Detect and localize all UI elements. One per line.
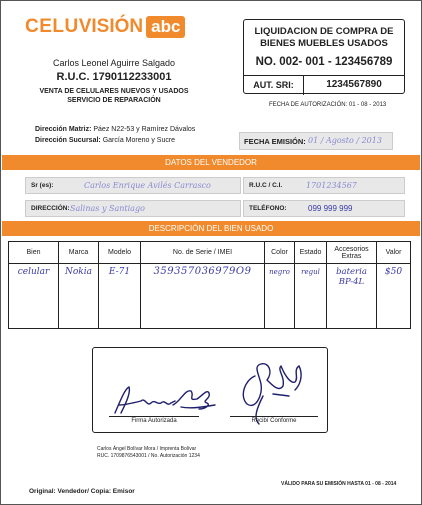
seller-ruc-label: R.U.C / C.I. [249, 182, 283, 189]
printer-info [97, 446, 200, 460]
table-column [377, 242, 410, 328]
address-matriz [35, 126, 195, 133]
column-header: Estado [295, 242, 326, 264]
document-title-line-1: LIQUIDACION DE COMPRA DE [254, 26, 394, 37]
sucursal-value: García Moreno y Sucre [102, 137, 176, 144]
table-column [295, 242, 327, 328]
logo-vision: VISIÓN [78, 16, 144, 37]
document-number-box [243, 19, 405, 94]
seller-ruc-field[interactable] [243, 177, 405, 194]
table-cell[interactable]: bateria BP-4L [336, 267, 367, 287]
printer-line-2: RUC. 1709876543001 / No. Autorización 1234 [97, 453, 200, 459]
matriz-label: Dirección Matriz: [35, 126, 92, 133]
table-cell[interactable]: negro [269, 268, 290, 276]
copies-note: Original: Vendedor/ Copia: Emisor [29, 488, 135, 495]
sucursal-label: Dirección Sucursal: [35, 137, 101, 144]
seller-name-label: Sr (es): [31, 182, 54, 189]
column-header: Color [265, 242, 294, 264]
received-signature-line [230, 416, 318, 417]
seller-name-value: Carlos Enrique Avilés Carrasco [84, 181, 211, 190]
document-title [244, 26, 404, 50]
table-column [99, 242, 141, 328]
aut-sri-value: 1234567890 [326, 79, 382, 90]
issuer-name: Carlos Leonel Aguirre Salgado [52, 58, 176, 68]
issuer-ruc: R.U.C. 1790112233001 [56, 71, 172, 83]
document-title-line-2: BIENES MUEBLES USADOS [260, 38, 388, 49]
company-logo [25, 15, 185, 39]
goods-section-header: DESCRIPCIÓN DEL BIEN USADO [2, 221, 420, 236]
logo-abc: abc [146, 16, 185, 38]
seller-ruc-value: 1701234567 [306, 181, 357, 190]
column-header: Bien [9, 242, 58, 264]
received-signature-label: Recibí Conforme [251, 418, 297, 424]
printer-line-1: Carlos Ángel Bolívar Mora / Imprenta Bolívar [97, 446, 197, 452]
table-column [141, 242, 265, 328]
table-cell[interactable]: Nokia [65, 267, 92, 277]
seller-name-field[interactable] [25, 177, 241, 194]
validity-note: VÁLIDO PARA SU EMISIÓN HASTA 01 - 08 - 2014 [281, 481, 397, 487]
emission-date-label: FECHA EMISIÓN: [244, 137, 306, 146]
seller-phone-value: 099 999 999 [308, 204, 353, 213]
emission-date-field[interactable] [239, 132, 393, 150]
column-header: Modelo [99, 242, 140, 264]
document-number: NO. 002- 001 - 123456789 [255, 56, 393, 68]
seller-section-header: DATOS DEL VENDEDOR [2, 155, 420, 170]
table-column [327, 242, 377, 328]
column-header: Valor [377, 242, 410, 264]
authorized-signature-line [109, 416, 199, 417]
address-sucursal [35, 137, 175, 144]
authorization-date: FECHA DE AUTORIZACIÓN: 01 - 08 - 2013 [269, 102, 387, 108]
authorized-signature-image [111, 379, 221, 419]
column-header: No. de Serie / IMEI [141, 242, 264, 264]
seller-address-label: DIRECCIÓN: [31, 205, 70, 212]
authorized-signature-label: Firma Autorizada [131, 418, 177, 424]
matriz-value: Páez N22-53 y Ramírez Dávalos [93, 126, 196, 133]
seller-phone-label: TELÉFONO: [249, 205, 287, 212]
table-column [265, 242, 295, 328]
activity-line-2: SERVICIO DE REPARACIÓN [67, 97, 161, 104]
seller-address-field[interactable] [25, 200, 241, 217]
table-cell[interactable]: regul [301, 268, 320, 276]
table-column [59, 242, 99, 328]
emission-date-value: 01 / Agosto / 2013 [308, 136, 382, 145]
column-header: Accesorios Extras [327, 242, 376, 264]
column-header: Marca [59, 242, 98, 264]
table-column [9, 242, 59, 328]
issuer-activity [19, 87, 209, 105]
activity-line-1: VENTA DE CELULARES NUEVOS Y USADOS [39, 88, 189, 95]
seller-address-value: Salinas y Santiago [70, 204, 145, 213]
table-cell[interactable]: $50 [384, 267, 403, 277]
logo-celu: CELU [25, 16, 79, 37]
table-cell[interactable]: 359357036979O9 [153, 266, 252, 277]
goods-table [8, 241, 411, 329]
seller-phone-field[interactable] [243, 200, 405, 217]
table-cell[interactable]: celular [17, 267, 50, 277]
table-cell[interactable]: E-71 [108, 267, 131, 277]
aut-sri-label: AUT. SRI: [244, 75, 304, 95]
